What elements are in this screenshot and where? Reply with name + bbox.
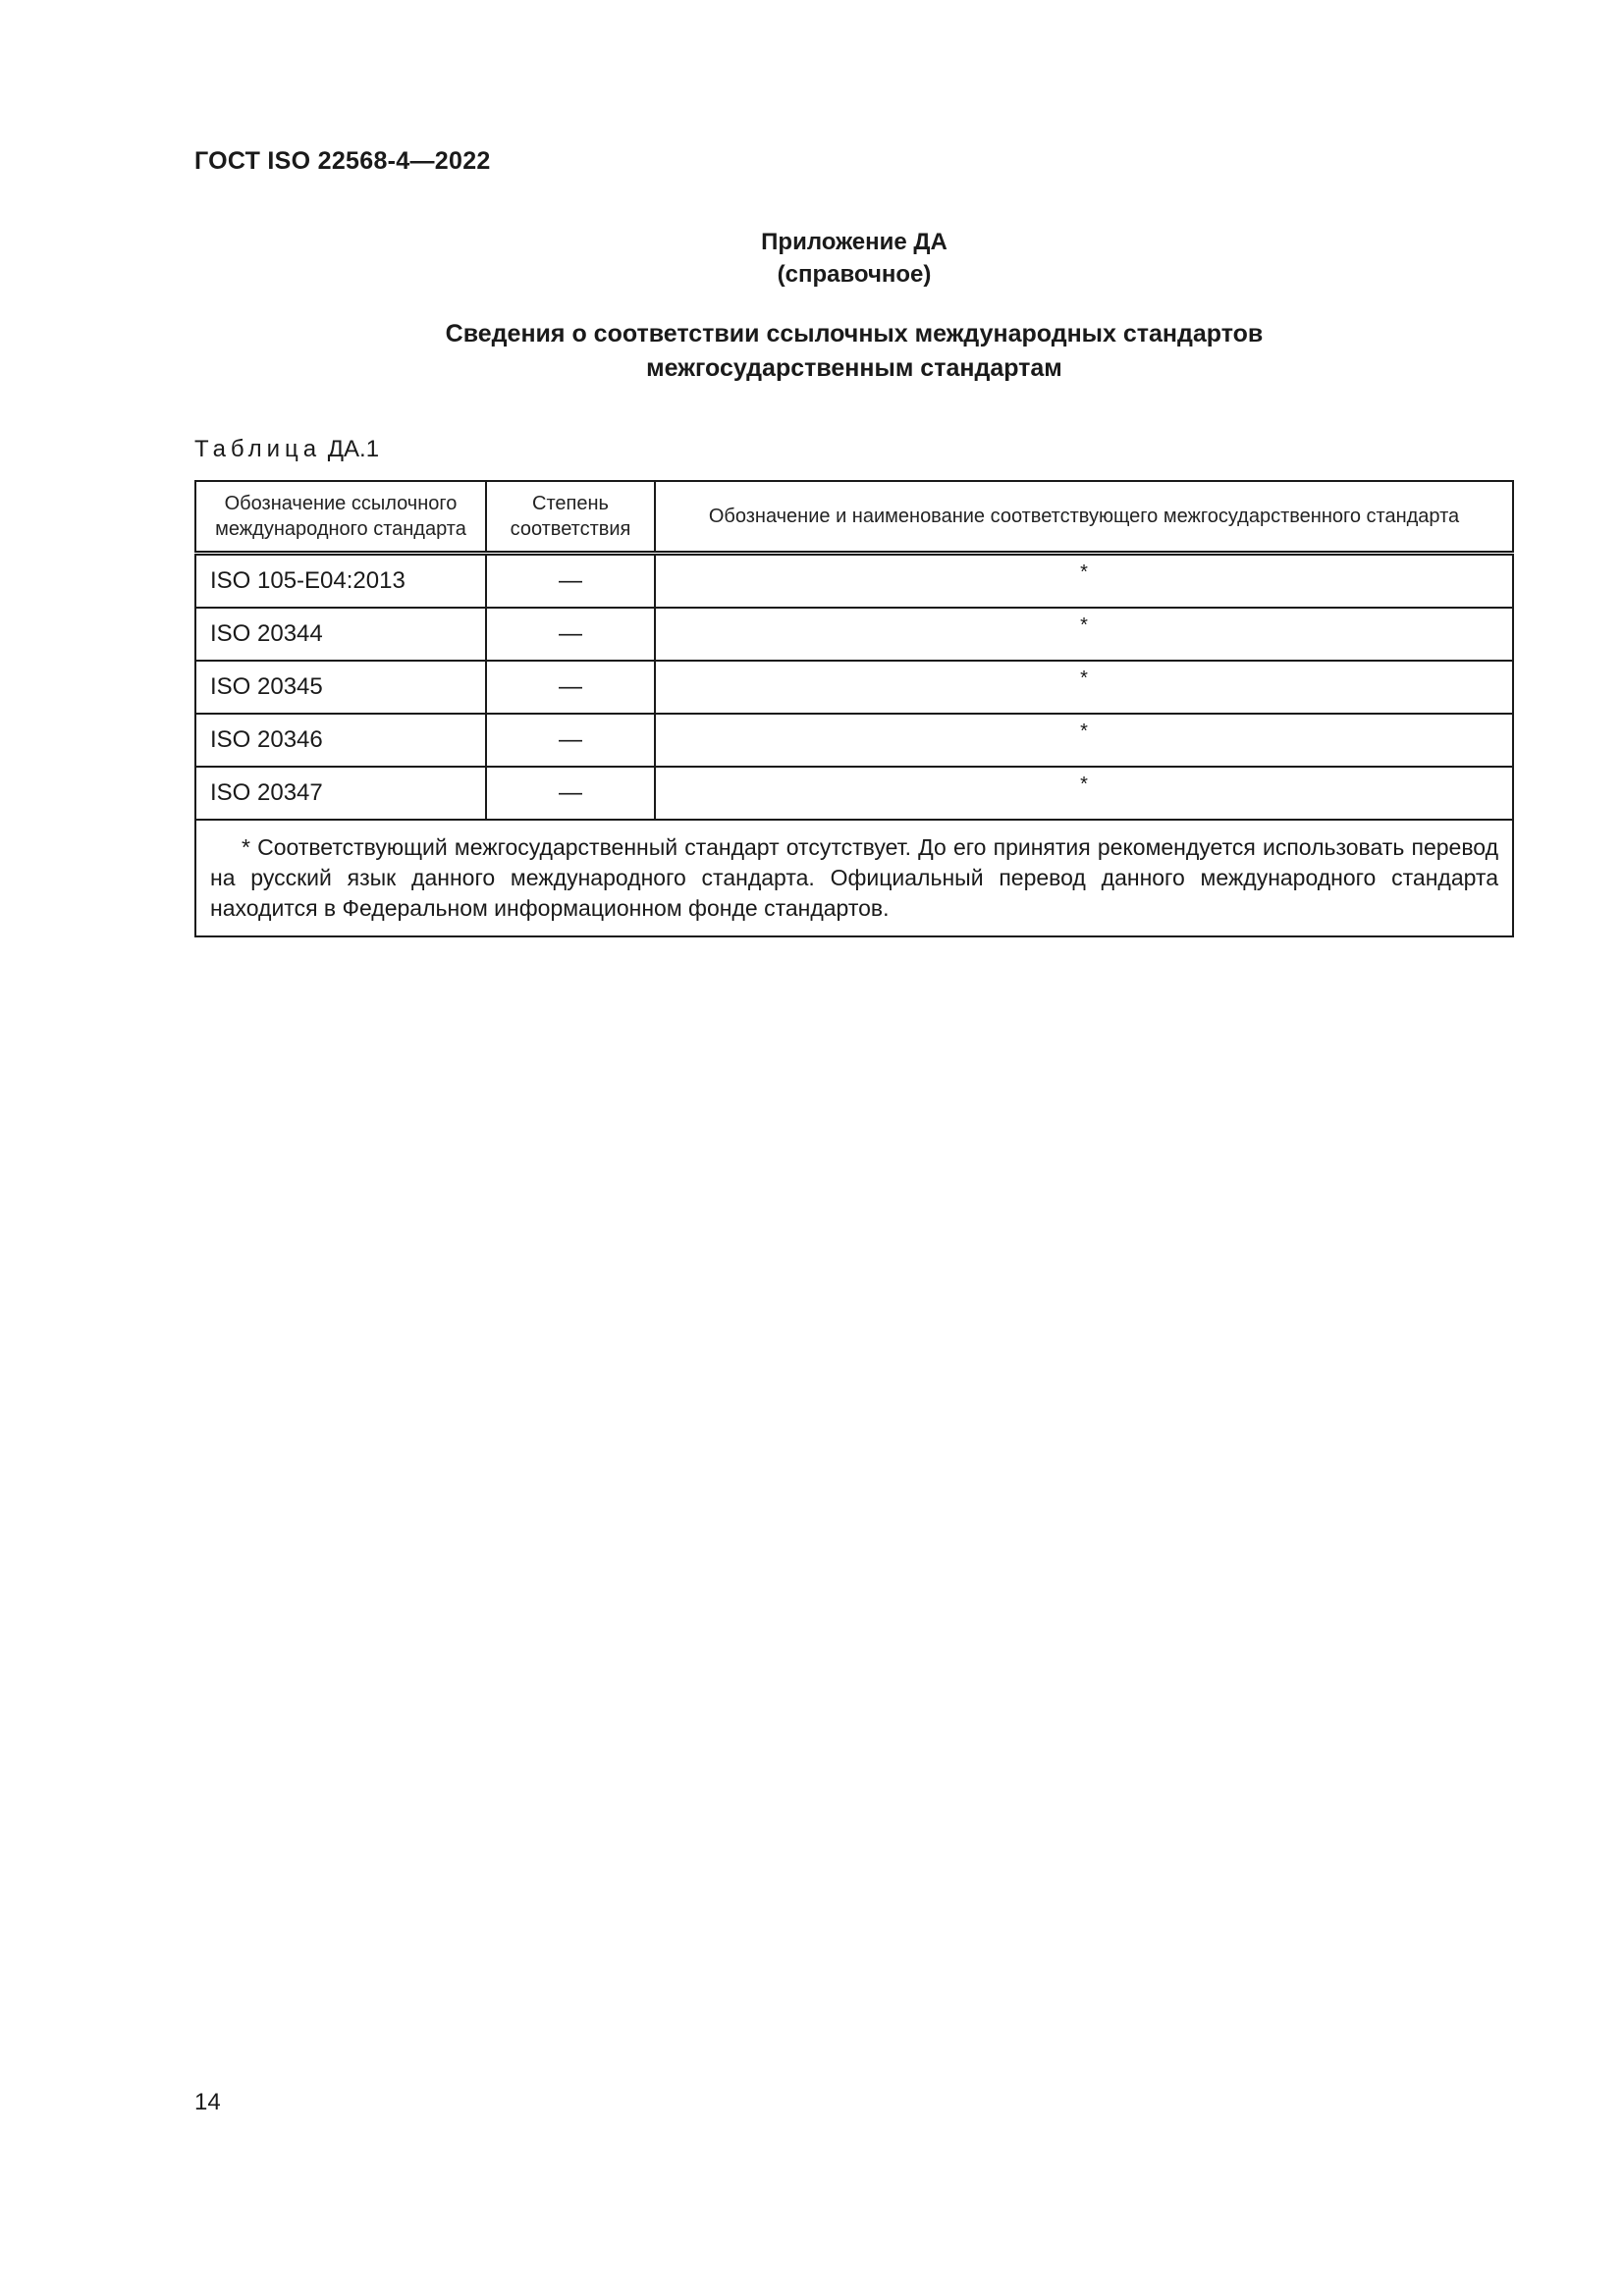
appendix-title: Приложение ДА bbox=[761, 229, 947, 255]
header-designation: Обозначение ссылочного международного стандарта bbox=[195, 481, 486, 554]
cell-national-standard: * bbox=[655, 608, 1513, 661]
document-code: ГОСТ ISO 22568-4—2022 bbox=[194, 147, 491, 175]
cell-designation: ISO 20344 bbox=[195, 608, 486, 661]
section-title-line-1: Сведения о соответствии ссылочных международных стандартов bbox=[445, 320, 1264, 347]
section-title bbox=[194, 317, 1514, 386]
appendix-heading bbox=[194, 226, 1514, 291]
appendix-kind: (справочное) bbox=[777, 261, 932, 288]
cell-designation: ISO 20346 bbox=[195, 714, 486, 767]
cell-degree: — bbox=[486, 608, 655, 661]
cell-designation: ISO 20345 bbox=[195, 661, 486, 714]
cell-national-standard: * bbox=[655, 661, 1513, 714]
table-row bbox=[195, 714, 1513, 767]
cell-designation: ISO 105-E04:2013 bbox=[195, 554, 486, 609]
cell-degree: — bbox=[486, 661, 655, 714]
table-row bbox=[195, 661, 1513, 714]
table-caption-number: ДА.1 bbox=[327, 436, 380, 462]
table-footnote-row bbox=[195, 820, 1513, 936]
cell-designation: ISO 20347 bbox=[195, 767, 486, 820]
section-title-line-2: межгосударственным стандартам bbox=[646, 354, 1062, 382]
table-row bbox=[195, 608, 1513, 661]
cell-degree: — bbox=[486, 554, 655, 609]
standards-table bbox=[194, 480, 1514, 937]
table-row bbox=[195, 554, 1513, 609]
cell-degree: — bbox=[486, 767, 655, 820]
table-footnote-text: * Соответствующий межгосударственный стандарт отсутствует. До его принятия рекомендуется использовать перевод на русский язык данного международного стандарта. Официальный перевод данного международного стандарта находится в Федеральном информационном фонде стандартов. bbox=[210, 834, 1498, 921]
table-header-row bbox=[195, 481, 1513, 554]
cell-national-standard: * bbox=[655, 714, 1513, 767]
cell-degree: — bbox=[486, 714, 655, 767]
cell-national-standard: * bbox=[655, 554, 1513, 609]
table-row bbox=[195, 767, 1513, 820]
table-caption-word: Таблица bbox=[194, 436, 322, 462]
table-caption bbox=[194, 436, 379, 463]
header-national-standard: Обозначение и наименование соответствующего межгосударственного стандарта bbox=[655, 481, 1513, 554]
table-footnote bbox=[195, 820, 1513, 936]
cell-national-standard: * bbox=[655, 767, 1513, 820]
header-degree: Степень соответствия bbox=[486, 481, 655, 554]
page-number: 14 bbox=[194, 2089, 221, 2115]
